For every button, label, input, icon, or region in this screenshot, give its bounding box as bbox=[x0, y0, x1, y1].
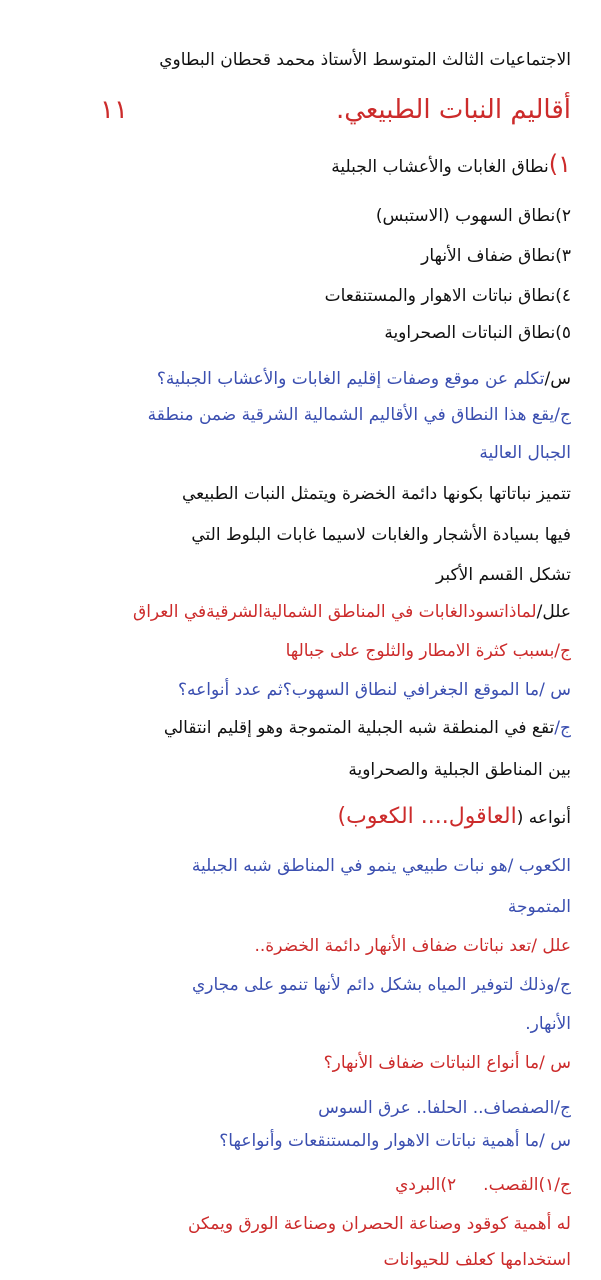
title-text: أقاليم النبات الطبيعي. bbox=[335, 95, 571, 125]
question-2-prefix: علل/ bbox=[536, 602, 571, 622]
question-6: س /ما أهمية نباتات الاهوار والمستنقعات وأنواعها؟ bbox=[219, 1131, 571, 1151]
definition-line-2: المتموجة bbox=[507, 897, 571, 917]
list-item-5: ٥)نطاق النباتات الصحراوية bbox=[384, 323, 571, 343]
importance-line-2: استخدامها كعلف للحيوانات bbox=[383, 1250, 571, 1270]
question-2-text: لماذاتسودالغابات في المناطق الشماليةالشرقيةفي العراق bbox=[133, 602, 537, 622]
importance-line-1: له أهمية كوقود وصناعة الحصران وصناعة الورق ويمكن bbox=[187, 1214, 571, 1234]
answer-5: ج/الصفصاف.. الحلفا.. عرق السوس bbox=[318, 1098, 571, 1118]
types-line bbox=[20, 800, 571, 835]
answer-4-line-1: ج/وذلك لتوفير المياه بشكل دائم لأنها تنمو على مجاري bbox=[191, 975, 571, 995]
question-5: س /ما أنواع النباتات ضفاف الأنهار؟ bbox=[323, 1053, 571, 1073]
answer-1-line-1: ج/يقع هذا النطاق في الأقاليم الشمالية الشرقية ضمن منطقة bbox=[147, 405, 571, 425]
question-1 bbox=[20, 367, 571, 391]
question-3: س /ما الموقع الجغرافي لنطاق السهوب؟ثم عدد أنواعه؟ bbox=[177, 680, 571, 700]
answer-3-line-1 bbox=[20, 716, 571, 740]
list-item-1 bbox=[20, 152, 571, 179]
answer-1-line-5: تشكل القسم الأكبر bbox=[436, 565, 571, 585]
header-line: الاجتماعيات الثالث المتوسط الأستاذ محمد قحطان البطاوي bbox=[159, 50, 571, 70]
answer-4-line-2: الأنهار. bbox=[525, 1014, 571, 1034]
answer-2: ج/بسبب كثرة الامطار والثلوج على جبالها bbox=[285, 641, 571, 661]
question-1-prefix: س/ bbox=[544, 369, 571, 389]
answer-3-text: تقع في المنطقة شبه الجبلية المتموجة وهو إقليم انتقالي bbox=[163, 718, 555, 738]
list-item-3: ٣)نطاق ضفاف الأنهار bbox=[421, 246, 571, 266]
question-1-text: تكلم عن موقع وصفات إقليم الغابات والأعشاب الجبلية؟ bbox=[156, 369, 545, 389]
types-names: العاقول.... الكعوب) bbox=[337, 804, 517, 829]
answer-1-line-3: تتميز نباتاتها بكونها دائمة الخضرة ويتمثل النبات الطبيعي bbox=[182, 484, 571, 504]
list-item-2: ٢)نطاق السهوب (الاستبس) bbox=[375, 206, 571, 226]
page-title bbox=[336, 92, 571, 128]
answer-1-line-2: الجبال العالية bbox=[479, 443, 571, 463]
list-item-1-text: نطاق الغابات والأعشاب الجبلية bbox=[331, 157, 549, 177]
question-4: علل /تعد نباتات ضفاف الأنهار دائمة الخضرة.. bbox=[254, 936, 571, 956]
list-item-4: ٤)نطاق نباتات الاهوار والمستنقعات bbox=[324, 286, 571, 306]
list-item-1-number: ١) bbox=[548, 152, 571, 178]
answer-3-line-2: بين المناطق الجبلية والصحراوية bbox=[348, 760, 571, 780]
page-number: ١١ bbox=[100, 95, 128, 125]
definition-line-1: الكعوب /هو نبات طبيعي ينمو في المناطق شبه الجبلية bbox=[191, 856, 571, 876]
question-2 bbox=[20, 600, 571, 624]
answer-6: ج/١)القصب. ٢)البردي bbox=[395, 1175, 571, 1195]
answer-3-prefix: ج/ bbox=[554, 718, 571, 738]
answer-1-line-4: فيها بسيادة الأشجار والغابات لاسيما غابات البلوط التي bbox=[191, 525, 571, 545]
types-label: أنواعه ( bbox=[516, 808, 571, 828]
